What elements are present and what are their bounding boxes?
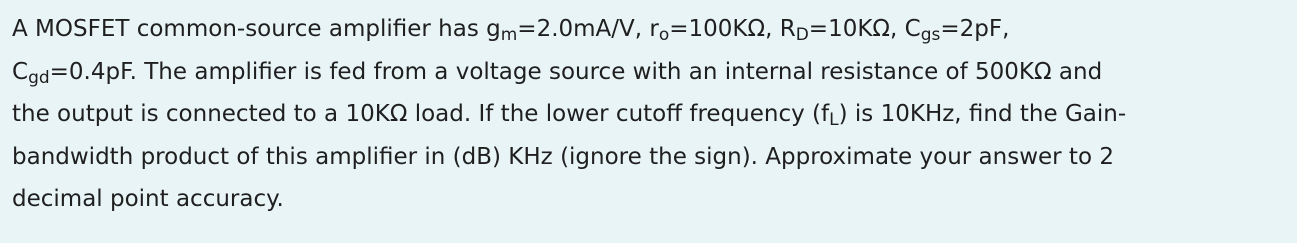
text-run: C xyxy=(12,58,29,85)
subscript-d: D xyxy=(795,25,809,45)
text-run: ) is 10KHz, find the Gain- xyxy=(838,101,1127,127)
text-run: A MOSFET common-source amplifier has g xyxy=(12,16,501,42)
text-run: the output is connected to a 10KΩ load. If the lower cutoff frequency (f xyxy=(12,101,830,127)
subscript-gd: gd xyxy=(28,67,50,88)
question-line-3 xyxy=(12,93,1281,136)
text-run: =0.4pF. The amplifier is fed from a voltage source with an internal resistance of 500KΩ and xyxy=(49,58,1103,85)
subscript-l: L xyxy=(829,110,839,130)
text-run: decimal point accuracy. xyxy=(12,186,284,212)
text-run: =100KΩ, R xyxy=(669,16,796,42)
subscript-o: o xyxy=(658,25,670,45)
text-run: =2pF, xyxy=(940,16,1010,42)
subscript-gs: gs xyxy=(920,25,941,45)
question-line-2 xyxy=(12,51,1281,94)
question-line-5 xyxy=(12,178,1281,221)
question-line-4 xyxy=(12,136,1281,179)
question-line-1 xyxy=(12,8,1281,51)
text-run: bandwidth product of this amplifier in (dB) KHz (ignore the sign). Approximate your answer to 2 xyxy=(12,143,1114,170)
text-run: =10KΩ, C xyxy=(808,16,921,42)
text-run: =2.0mA/V, r xyxy=(517,16,659,42)
subscript-m: m xyxy=(500,25,518,45)
